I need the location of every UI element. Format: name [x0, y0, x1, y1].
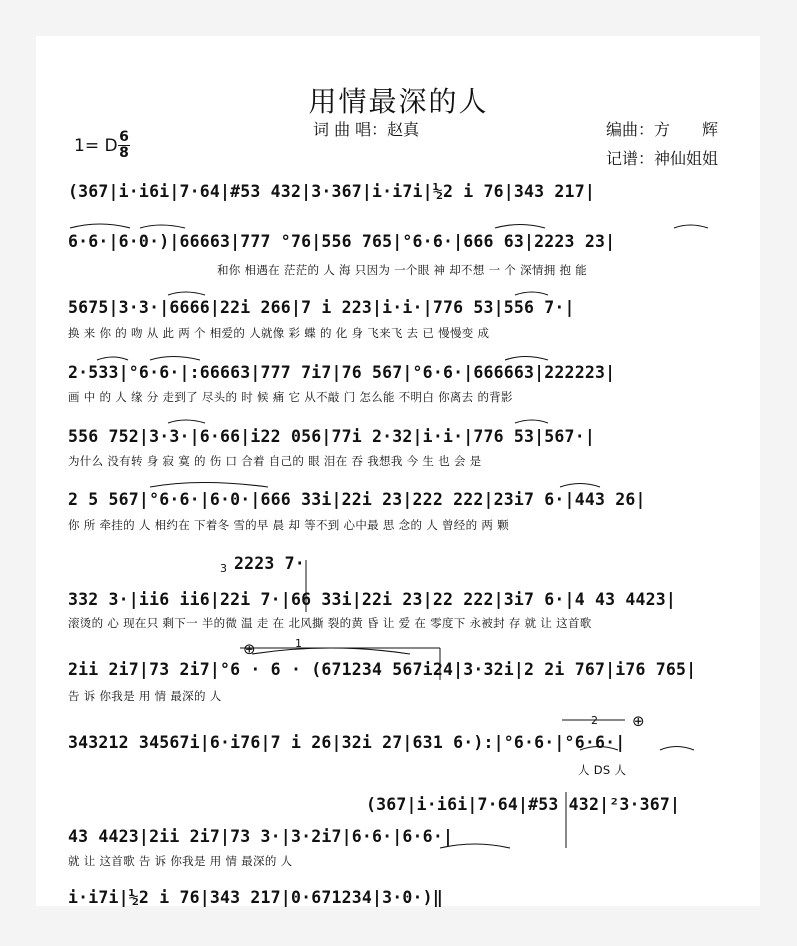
lyric-row-5: 为什么 没有转 身 寂 寞 的 伤 口 合着 自己的 眼 泪在 吞 我想我 今 生 也 会 是 — [68, 454, 482, 468]
notation-row-5: 556 752|3·3·|6·66|i22 056|77i 2·32|i·i·|776 53|567·| — [68, 427, 595, 446]
notation-row-1: (367|i·i6i|7·64|#53 432|3·367|i·i7i|½2 i 76|343 217| — [68, 182, 595, 201]
time-signature — [118, 131, 130, 160]
lyric-row-11: 就 让 这首歌 告 诉 你我是 用 情 最深的 人 — [68, 854, 293, 868]
arranger-credit: 编曲：方 辉 — [606, 120, 719, 139]
notation-row-11: 43 4423|2ii 2i7|73 3·|3·2i7|6·6·|6·6·| — [68, 827, 454, 846]
triplet-marker: 3 — [220, 562, 227, 575]
lyric-row-8: 告 诉 你我是 用 情 最深的 人 — [68, 689, 222, 703]
notation-row-4: 2·533|°6·6·|:66663|777 7i7|76 567|°6·6·|666663|222223| — [68, 363, 616, 382]
notation-row-9: 343212 34567i|6·i76|7 i 26|32i 27|631 6·):|°6·6·|°6·6·| — [68, 733, 626, 752]
lyric-row-3: 换 来 你 的 吻 从 此 两 个 相爱的 人就像 彩 蝶 的 化 身 飞来飞 去 已 慢慢变 成 — [68, 326, 490, 340]
notation-row-12: i·i7i|½2 i 76|343 217|0·671234|3·0·)‖ — [68, 888, 443, 907]
lyric-row-4: 画 中 的 人 缘 分 走到了 尽头的 时 候 痛 它 从不敲 门 怎么能 不明白 你离去 的背影 — [68, 390, 513, 404]
transcriber-credit: 记谱：神仙姐姐 — [606, 149, 719, 168]
notation-row-2: 6·6·|6·0·)|66663|777 °76|556 765|°6·6·|666 63|2223 23| — [68, 232, 616, 251]
lyric-row-6: 你 所 牵挂的 人 相约在 下着冬 雪的早 晨 却 等不到 心中最 思 念的 人 曾经的 两 颗 — [68, 518, 509, 532]
ending-2-marker: 2 — [591, 714, 598, 727]
lyric-row-9: 人 DS 人 — [578, 763, 627, 777]
time-signature-bottom: 8 — [119, 145, 129, 161]
coda-sign-2-icon: ⊕ — [632, 712, 645, 730]
lyrics-credit: 词 曲 唱：赵真 — [313, 120, 420, 139]
lyric-row-2: 和你 相遇在 茫茫的 人 海 只因为 一个眼 神 却不想 一 个 深情拥 抱 能 — [217, 263, 588, 277]
lyric-row-7: 滚烫的 心 现在只 剩下一 半的微 温 走 在 北风撕 裂的黄 昏 让 爱 在 零度下 永被封 存 就 让 这首歌 — [68, 616, 592, 630]
time-signature-top: 6 — [119, 129, 129, 145]
coda-sign-icon: ⊕ — [243, 640, 256, 658]
key-signature: 1= D — [74, 136, 118, 156]
notation-row-7: 332 3·|ii6 ii6|22i 7·|66 33i|22i 23|22 222|3i7 6·|4 43 4423| — [68, 590, 677, 609]
song-title: 用情最深的人 — [308, 85, 489, 118]
ending-1-marker: 1 — [295, 637, 302, 650]
notation-row-10: (367|i·i6i|7·64|#53 432|²3·367| — [366, 795, 681, 814]
triplet-notes: 2223 7· — [234, 554, 305, 573]
notation-row-6: 2 5 567|°6·6·|6·0·|666 33i|22i 23|222 222|23i7 6·|443 26| — [68, 490, 646, 509]
notation-row-3: 5675|3·3·|6666|22i 266|7 i 223|i·i·|776 53|556 7·| — [68, 298, 575, 317]
notation-row-8: 2ii 2i7|73 2i7|°6 · 6 · (671234 567i24|3·32i|2 2i 767|i76 765| — [68, 660, 697, 679]
